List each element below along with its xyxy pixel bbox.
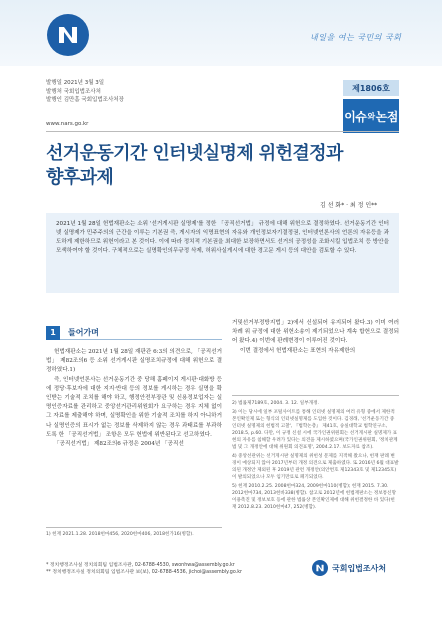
series-badge [343, 99, 399, 133]
body-column-left [46, 348, 222, 449]
footnote: 2) 법률제7189호, 2004. 3. 12. 일부개정. [232, 401, 319, 406]
footnote-divider [232, 395, 399, 396]
footnotes-left [46, 531, 222, 538]
footnote-divider [46, 527, 222, 528]
body-column-right [232, 319, 399, 356]
body-paragraph: 거및선거부정방지법」2)에서 신설되어 유지되어 왔다.3) 이미 여러 차례 위 규정에 대한 위헌소송이 제기되었으나 계속 합헌으로 결정되어 왔다.4) 이번에 판례변경이 이루어진 것이다. [232, 320, 399, 345]
publisher: 발행처 국회입법조사처 [46, 88, 101, 95]
contact-line: ** 정치행정조사실 정치의회팀 입법조사관 보(보), 02-6788-4536, jichoi@assembly.go.kr [46, 570, 242, 576]
author-contacts [46, 562, 242, 576]
issuer: 발행인 김만흠 국회입법조사처장 [46, 97, 124, 103]
slogan: 내일을 여는 국민의 국회 [310, 33, 402, 42]
authors: 김 선 화* · 최 정 인** [320, 202, 378, 209]
body-paragraph: 「공직선거법」 제82조의6 규정은 2004년 「공직선 [54, 441, 184, 448]
contact-line: * 정치행정조사실 정치의회팀 입법조사관, 02-6788-4530, swonhwa@assembly.go.kr [46, 563, 235, 568]
publication-meta [46, 79, 124, 105]
page-title [46, 142, 399, 190]
section-heading [46, 326, 222, 340]
publication-date: 발행일 2021년 3월 3일 [46, 80, 105, 86]
abstract-box: 2021년 1월 28일 헌법재판소는 소위 '선거게시판 실명제'를 정한 「공직선거법」 규정에 대해 위헌으로 결정하였다. 선거운동기간 인터넷 실명제가 민주주의의 근간을 이루는 기본권 즉, 게시자의 익명표현의 자유와 개인정보자기결정권, 인터넷언론사의 언론의 자유등을 과도하게 제한하므로 위헌이라고 본 것이다. 이에 따라 정치적 기본권을 최대한 보장하면서도 선거의 공정성을 조화시킬 입법조치 등 방안을 모색하여야 할 것이다. 구체적으로는 실명확인의무규정 삭제, 허위사실게시에 대한 경고문 게시 등의 대안을 검토할 수 있다. [46, 213, 399, 293]
issue-number: 제1806호 [343, 80, 399, 96]
series-word-a: 이슈 [344, 109, 367, 124]
series-word-b: 논점 [375, 109, 398, 124]
section-title: 들어가며 [68, 328, 99, 337]
nars-logo-icon [47, 14, 89, 56]
body-paragraph: 즉, 인터넷언론사는 선거운동기간 중 당해 홈페이지 게시판·대화방 등에 정당·후보자에 대한 지지·반대 등의 정보를 게시하는 경우 실명을 확인받는 기술적 조치를 해야 하고, 행정안전부장관 및 신용정보업자는 실명인증자료를 관리하고 중앙선거관리위원회가 요구하는 경우 지체 없이 그 자료를 제출해야 하며, 실명확인을 위한 기술적 조치를 하지 아니하거나 실명인증의 표시가 없는 정보를 삭제하지 않는 경우 과태료를 부과하도록 한 「공직선거법」 조항은 모두 헌법에 위반된다고 선고하였다. [46, 376, 222, 438]
body-paragraph: 헌법재판소는 2021년 1월 28일 재판관 6:3의 의견으로, 「공직선거법」 제82조의6 등 소위 선거게시판 실명조치규정에 대해 위헌으로 결정하였다.1) [46, 349, 222, 374]
footer-logo [312, 560, 386, 576]
footnote: 3) 이는 당시에 일부 포털사이트를 통해 인터넷 실명제의 여러 유형 중에서 제한적 본인확인제 또는 형식의 인터넷실명제를 도입한 것이다. 김경래, '선거운동기간 중 인터넷 실명제의 헌법적 고찰', 『법학논총』 제41호, 숭실대학교 법학연구소, 2018.5, p.60. 다만, 이 규정 신설 시에 국가인권위원회는 선거게시판 실명제가 표현의 자유를 침해할 우려가 있다는 의견을 제시하였으며(국가인권위원회, '정치관계법 및 그 개정안에 대해 위원회 의견표명', 2004.2.17. 보도자료 참조). [232, 409, 398, 451]
title-line-1: 선거운동기간 인터넷실명제 위헌결정과 [46, 143, 343, 164]
footer-org-name: 국회입법조사처 [332, 563, 387, 573]
section-number: 1 [46, 326, 60, 340]
title-line-2: 향후과제 [46, 167, 114, 188]
footnote: 5) 헌재 2010.2.25. 2008헌마324, 2009헌마110(병합); 헌재 2015. 7.30. 2012헌마734, 2013헌바338(병합). 참고로 2012년에 헌법재판소는 정보통신망 이용촉진 및 정보보호 등에 관한 법률상 본인확인제에 대해 위헌결정한 바 있다(헌재 2012.8.23. 2010헌마47, 252(병합). [232, 483, 397, 510]
nars-mini-icon [312, 560, 328, 576]
series-word-mid: 와 [367, 111, 375, 121]
footnote: 4) 중앙선관위는 선거게시판 실명제의 위헌성 문제를 지적해 왔으나, 헌재 판례 변경이 예상되지 않아 2017년부터 개정 의견으로 제출하였다. 또 2016년 6월 대표발의된 개정안 제외된 후 2019년 관련 개정안(의안번호 제12343호 및 제12345호)이 발의되었으나 모두 임기만료로 폐기되었다. [232, 453, 399, 480]
website-link[interactable]: www.nars.go.kr [46, 121, 89, 127]
body-paragraph: 이번 결정에서 헌법재판소는 표현의 자유제한의 [240, 347, 356, 354]
footnotes-right [232, 400, 399, 512]
footnote: 1) 헌재 2021.1.28. 2018헌마456, 2020헌마406, 2018헌가16(병합). [46, 532, 194, 537]
divider [46, 131, 399, 132]
